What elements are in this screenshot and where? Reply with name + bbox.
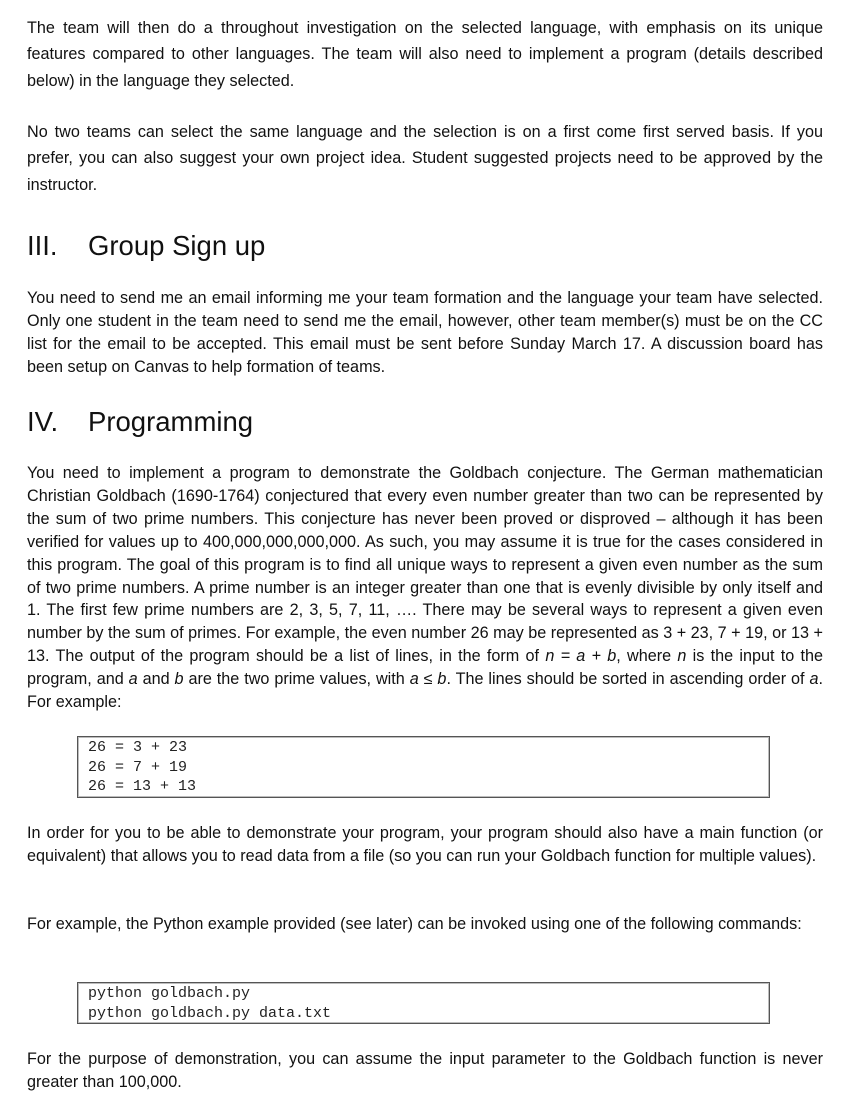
code-line: python goldbach.py	[88, 985, 251, 1002]
var-b: b	[174, 670, 184, 689]
section-heading-group-sign-up	[27, 229, 265, 263]
intro-paragraph-1: The team will then do a throughout investigation on the selected language, with emphasis on its unique features compared to other languages. The team will also need to implement a program (details described below) in the language they selected.	[27, 19, 823, 90]
section-title: Group Sign up	[88, 230, 266, 261]
example-output-box	[77, 736, 770, 798]
var-a: a	[809, 670, 819, 689]
condition: a ≤ b	[409, 670, 447, 689]
paragraph-text: , where	[616, 647, 678, 666]
paragraph-text: . For example:	[27, 670, 824, 712]
group-sign-up-paragraph: You need to send me an email informing me your team formation and the language your team have selected. Only one student in the team need to send me the email, however, other team member(s) must be on the CC list for the email to be accepted. This email must be sent before Sunday March 17. A discussion board has been setup on Canvas to help formation of teams.	[27, 289, 823, 376]
section-number: III.	[27, 230, 58, 261]
var-a: a	[128, 670, 138, 689]
code-line: 26 = 3 + 23	[88, 739, 188, 756]
python-example-paragraph: For example, the Python example provided (see later) can be invoked using one of the following commands:	[27, 915, 802, 933]
paragraph-text: . The lines should be sorted in ascending order of	[446, 670, 810, 689]
programming-paragraph-goldbach	[27, 462, 823, 714]
section-heading-programming	[27, 405, 253, 439]
intro-paragraph-2: No two teams can select the same language and the selection is on a first come first served basis. If you prefer, you can also suggest your own project idea. Student suggested projects need to be approved by the instructor.	[27, 123, 823, 194]
paragraph-text: You need to implement a program to demonstrate the Goldbach conjecture. The German mathematician Christian Goldbach (1690-1764) conjectured that every even number greater than two can be represented by the sum of two prime numbers. This conjecture has never been proved or disproved – although it has been verified for values up to 400,000,000,000,000. As such, you may assume it is true for the cases considered in this program. The goal of this program is to find all unique ways to represent a given even number as the sum of two prime numbers. A prime number is an integer greater than one that is evenly divisible by only itself and 1. The first few prime numbers are 2, 3, 5, 7, 11, …. There may be several ways to represent a given even number by the sum of primes. For example, the even number 26 may be represented as 3 + 23, 7 + 19, or 13 + 13. The output of the program should be a list of lines, in the form of	[27, 464, 823, 666]
commands-box	[77, 982, 770, 1024]
main-function-paragraph: In order for you to be able to demonstrate your program, your program should also have a main function (or equivalent) that allows you to read data from a file (so you can run your Goldbach function for multiple values).	[27, 824, 823, 865]
section-title: Programming	[88, 406, 254, 437]
formula: n = a + b	[545, 647, 617, 666]
section-number: IV.	[27, 406, 59, 437]
paragraph-text: and	[137, 670, 175, 689]
code-line: 26 = 7 + 19	[88, 758, 188, 776]
code-line: 26 = 13 + 13	[88, 778, 197, 795]
var-n: n	[677, 647, 687, 666]
demonstration-paragraph: For the purpose of demonstration, you can assume the input parameter to the Goldbach function is never greater than 100,000.	[27, 1050, 823, 1091]
code-line: python goldbach.py data.txt	[88, 1004, 332, 1022]
paragraph-text: are the two prime values, with	[183, 670, 410, 689]
paragraph-text: is the input to the program, and	[27, 647, 823, 689]
